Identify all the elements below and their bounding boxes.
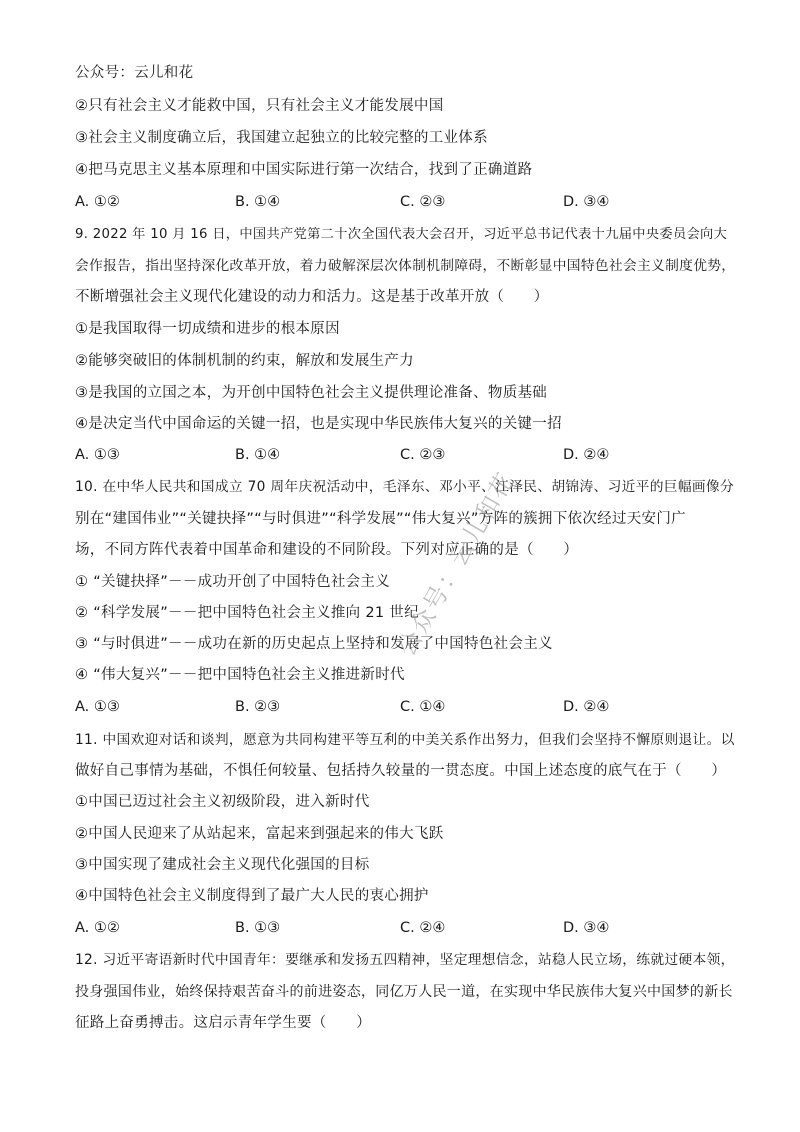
- q9-item-3: ③是我国的立国之本，为开创中国特色社会主义提供理论准备、物质基础: [75, 385, 548, 401]
- q8-item-2: ②只有社会主义才能救中国，只有社会主义才能发展中国: [75, 98, 444, 114]
- q10-option-b: B. ②③: [235, 699, 281, 715]
- q10-stem-line-2: 别在“建国伟业”“关键抉择”“与时俱进”“科学发展”“伟大复兴”方阵的簇拥下依次经过天安门广: [75, 511, 686, 527]
- q10-option-a: A. ①③: [75, 699, 120, 715]
- q12-stem-line-3: 征路上奋勇搏击。这启示青年学生要（ ）: [75, 1015, 371, 1031]
- q10-item-4: ④ “伟大复兴”－－把中国特色社会主义推进新时代: [75, 667, 405, 683]
- q11-item-3: ③中国实现了建成社会主义现代化强国的目标: [75, 857, 370, 873]
- q9-options: [75, 445, 735, 465]
- q10-stem-line-1: 10. 在中华人民共和国成立 70 周年庆祝活动中，毛泽东、邓小平、江泽民、胡锦涛、习近平的巨幅画像分: [75, 479, 735, 495]
- q11-item-1: ①中国已迈过社会主义初级阶段，进入新时代: [75, 794, 370, 810]
- q9-item-4: ④是决定当代中国命运的关键一招，也是实现中华民族伟大复兴的关键一招: [75, 416, 562, 432]
- q10-item-1: ① “关键抉择”－－成功开创了中国特色社会主义: [75, 574, 391, 590]
- q11-option-b: B. ①③: [235, 920, 281, 936]
- q8-option-b: B. ①④: [235, 194, 281, 210]
- q10-options: [75, 697, 735, 717]
- q9-stem-line-3: 不断增强社会主义现代化建设的动力和活力。这是基于改革开放（ ）: [75, 289, 549, 305]
- q11-options: [75, 918, 735, 938]
- q10-item-2: ② “科学发展”－－把中国特色社会主义推向 21 世纪: [75, 605, 419, 621]
- q10-stem-line-3: 场，不同方阵代表着中国革命和建设的不同阶段。下列对应正确的是（ ）: [75, 542, 579, 558]
- q12-stem-line-1: 12. 习近平寄语新时代中国青年：要继承和发扬五四精神，坚定理想信念，站稳人民立场，练就过硬本领，: [75, 952, 735, 968]
- q8-options: [75, 192, 735, 212]
- q9-item-1: ①是我国取得一切成绩和进步的根本原因: [75, 321, 340, 337]
- q11-option-a: A. ①②: [75, 920, 120, 936]
- q11-item-2: ②中国人民迎来了从站起来，富起来到强起来的伟大飞跃: [75, 826, 444, 842]
- q9-stem-line-2: 会作报告，指出坚持深化改革开放，着力破解深层次体制机制障碍，不断彰显中国特色社会主义制度优势，: [75, 258, 736, 274]
- account-header: 公众号：云儿和花: [75, 65, 194, 81]
- q9-item-2: ②能够突破旧的体制机制的约束，解放和发展生产力: [75, 353, 414, 369]
- q12-stem-line-2: 投身强国伟业，始终保持艰苦奋斗的前进姿态，同亿万人民一道，在实现中华民族伟大复兴中国梦的新长: [75, 984, 733, 1000]
- q9-stem-line-1: 9. 2022 年 10 月 16 日，中国共产党第二十次全国代表大会召开，习近平总书记代表十九届中央委员会向大: [75, 227, 728, 242]
- q11-option-c: C. ②④: [400, 920, 446, 936]
- q11-stem-line-2: 做好自己事情为基础，不惧任何较量、包括持久较量的一贯态度。中国上述态度的底气在于（ ）: [75, 763, 727, 779]
- q8-option-c: C. ②③: [400, 194, 446, 210]
- q8-option-d: D. ③④: [563, 194, 610, 210]
- q9-option-b: B. ①④: [235, 447, 281, 463]
- q9-option-c: C. ②③: [400, 447, 446, 463]
- q9-option-a: A. ①③: [75, 447, 120, 463]
- q10-item-3: ③ “与时俱进”－－成功在新的历史起点上坚持和发展了中国特色社会主义: [75, 636, 553, 652]
- q8-item-3: ③社会主义制度确立后，我国建立起独立的比较完整的工业体系: [75, 130, 488, 146]
- q10-option-c: C. ①④: [400, 699, 446, 715]
- q10-option-d: D. ②④: [563, 699, 610, 715]
- q8-option-a: A. ①②: [75, 194, 120, 210]
- q11-stem-line-1: 11. 中国欢迎对话和谈判，愿意为共同构建平等互利的中美关系作出努力，但我们会坚持不懈原则退让。以: [75, 732, 735, 748]
- q11-option-d: D. ③④: [563, 920, 610, 936]
- q8-item-4: ④把马克思主义基本原理和中国实际进行第一次结合，找到了正确道路: [75, 162, 533, 178]
- q9-option-d: D. ②④: [563, 447, 610, 463]
- q11-item-4: ④中国特色社会主义制度得到了最广大人民的衷心拥护: [75, 888, 429, 904]
- watermark-text: 公众号：云儿和花: [392, 466, 521, 661]
